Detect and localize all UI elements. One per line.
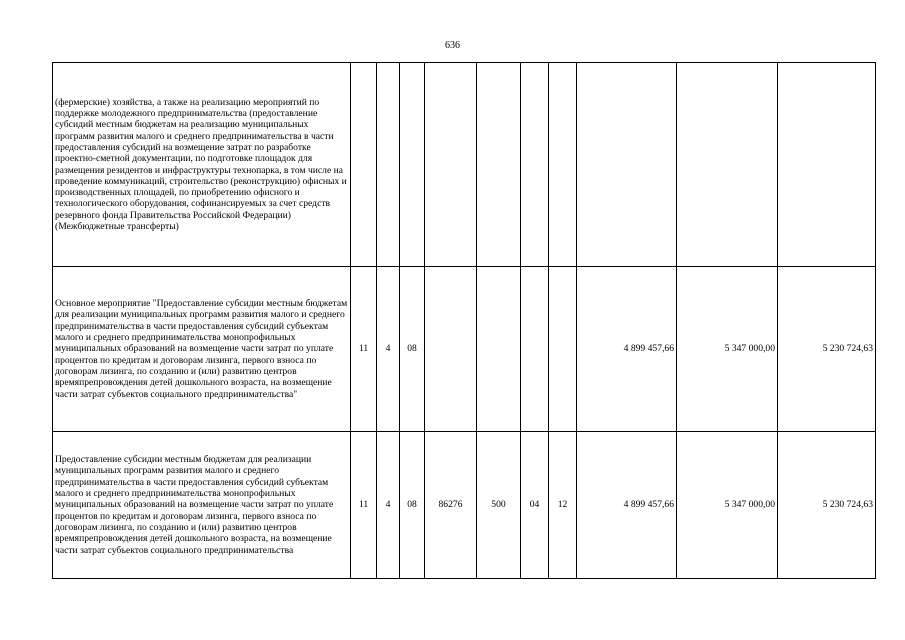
- section-code: [521, 63, 549, 267]
- event-code: 08: [400, 267, 425, 432]
- amount-year-3: [778, 63, 876, 267]
- subsection-code: [549, 267, 577, 432]
- budget-table: [52, 62, 876, 579]
- subsection-code: [549, 63, 577, 267]
- table-row: [53, 63, 876, 267]
- event-code: 08: [400, 432, 425, 579]
- row-description: (фермерские) хозяйства, а также на реализацию мероприятий по поддержке молодежного предпринимательства (предоставление субсидий местным бюджетам на реализацию муниципальных программ развития малого и среднего предпринимательства в части предоставления субсидий на возмещение затрат по разработке проектно-сметной документации, по подготовке площадок для размещения резидентов и инфраструктуры технопарка, в том числе на проведение коммуникаций, строительство (реконструкцию) офисных и производственных площадей, по приобретению офисного и технологического оборудования, софинансируемых за счет средств резервного фонда Правительства Российской Федерации) (Межбюджетные трансферты): [53, 63, 351, 267]
- expense-type-code: [477, 63, 521, 267]
- subprogram-code: 4: [377, 432, 400, 579]
- program-code: 11: [351, 432, 377, 579]
- amount-year-3: 5 230 724,63: [778, 267, 876, 432]
- program-code: [351, 63, 377, 267]
- section-code: 04: [521, 432, 549, 579]
- direction-code: 86276: [425, 432, 477, 579]
- row-description: Основное мероприятие "Предоставление субсидии местным бюджетам для реализации муниципальных программ развития малого и среднего предпринимательства в части предоставления субсидий субъектам малого и среднего предпринимательства монопрофильных муниципальных образований на возмещение части затрат по уплате процентов по кредитам и договорам лизинга, первого взноса по договорам лизинга, по созданию и (или) развитию центров времяпрепровождения детей дошкольного возраста, на возмещение части затрат субъектов социального предпринимательства": [53, 267, 351, 432]
- amount-year-2: 5 347 000,00: [677, 267, 778, 432]
- amount-year-2: [677, 63, 778, 267]
- subprogram-code: 4: [377, 267, 400, 432]
- page-number: 636: [445, 40, 460, 51]
- table-row: [53, 267, 876, 432]
- direction-code: [425, 63, 477, 267]
- event-code: [400, 63, 425, 267]
- direction-code: [425, 267, 477, 432]
- subsection-code: 12: [549, 432, 577, 579]
- amount-year-3: 5 230 724,63: [778, 432, 876, 579]
- amount-year-1: 4 899 457,66: [577, 432, 677, 579]
- subprogram-code: [377, 63, 400, 267]
- expense-type-code: [477, 267, 521, 432]
- row-description: Предоставление субсидии местным бюджетам для реализации муниципальных программ развития малого и среднего предпринимательства в части предоставления субсидий субъектам малого и среднего предпринимательства монопрофильных муниципальных образований на возмещение части затрат по уплате процентов по кредитам и договорам лизинга, первого взноса по договорам лизинга, по созданию и (или) развитию центров времяпрепровождения детей дошкольного возраста, на возмещение части затрат субъектов социального предпринимательства: [53, 432, 351, 579]
- section-code: [521, 267, 549, 432]
- amount-year-1: [577, 63, 677, 267]
- program-code: 11: [351, 267, 377, 432]
- amount-year-2: 5 347 000,00: [677, 432, 778, 579]
- amount-year-1: 4 899 457,66: [577, 267, 677, 432]
- expense-type-code: 500: [477, 432, 521, 579]
- table-row: [53, 432, 876, 579]
